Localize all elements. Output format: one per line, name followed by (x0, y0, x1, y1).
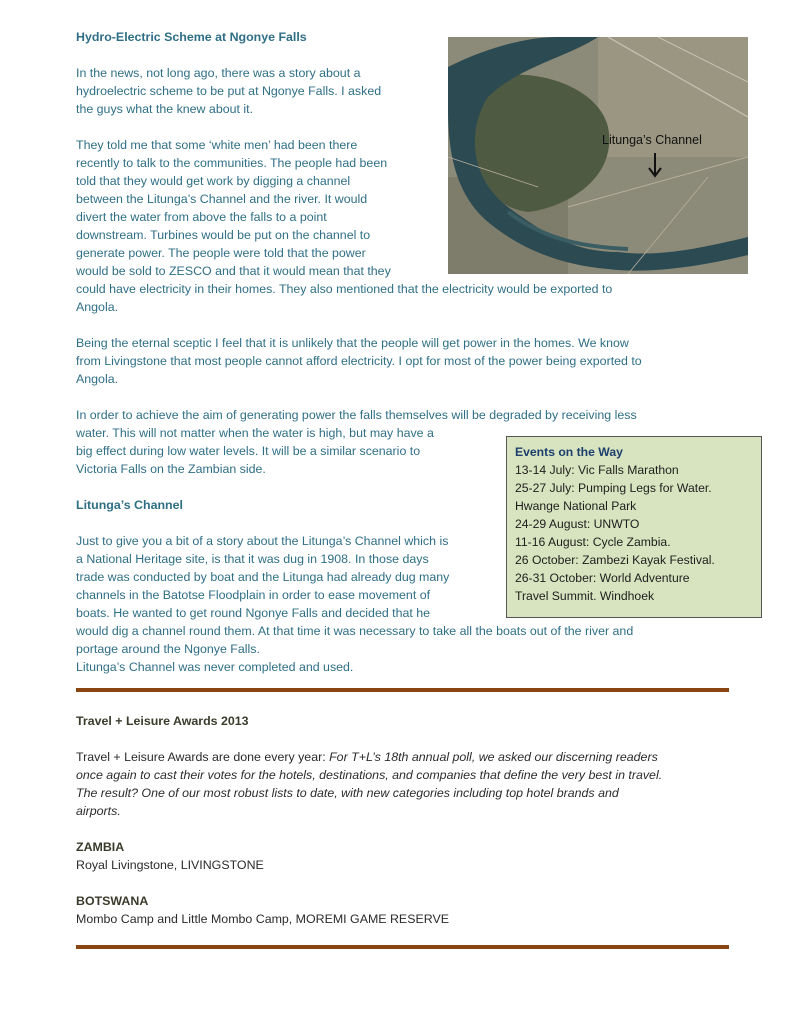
satellite-map-image (448, 37, 748, 274)
country-heading: ZAMBIA (76, 840, 125, 854)
text-line: In the news, not long ago, there was a story about a (76, 66, 361, 80)
country-heading: BOTSWANA (76, 894, 149, 908)
text-line: divert the water from above the falls to a point (76, 210, 327, 224)
text-line: Litunga’s Channel was never completed and used. (76, 660, 354, 674)
text-line: water. This will not matter when the water is high, but may have a (76, 426, 434, 440)
text-line: downstream. Turbines would be put on the channel to (76, 228, 371, 242)
event-item: 26 October: Zambezi Kayak Festival. (515, 553, 715, 567)
intro-plain: Travel + Leisure Awards are done every year: (76, 750, 330, 764)
text-line: a National Heritage site, is that it was dug in 1908. In those days (76, 552, 429, 566)
events-title: Events on the Way (515, 445, 623, 459)
text-line: would dig a channel round them. At that time it was necessary to take all the boats out of the river and (76, 624, 634, 638)
text-line: Being the eternal sceptic I feel that it is unlikely that the people will get power in the homes. We know (76, 336, 629, 350)
section-divider (76, 945, 729, 949)
text-line: big effect during low water levels. It will be a similar scenario to (76, 444, 421, 458)
photo-label: Litunga’s Channel (602, 133, 702, 147)
award-entry: Mombo Camp and Little Mombo Camp, MOREMI GAME RESERVE (76, 912, 449, 926)
text-line: boats. He wanted to get round Ngonye Falls and decided that he (76, 606, 431, 620)
text-line (76, 748, 658, 766)
text-line: channels in the Batotse Floodplain in order to ease movement of (76, 588, 431, 602)
awards-title: Travel + Leisure Awards 2013 (76, 714, 249, 728)
text-line: the guys what the knew about it. (76, 102, 254, 116)
text-line: In order to achieve the aim of generating power the falls themselves will be degraded by receiving less (76, 408, 637, 422)
text-line: airports. (76, 804, 121, 818)
text-line: Angola. (76, 300, 119, 314)
text-line: between the Litunga’s Channel and the river. It would (76, 192, 368, 206)
text-line: They told me that some ‘white men’ had been there (76, 138, 358, 152)
text-line: The result? One of our most robust lists to date, with new categories including top hotel brands and (76, 786, 619, 800)
event-item: 24-29 August: UNWTO (515, 517, 640, 531)
text-line: from Livingstone that most people cannot afford electricity. I opt for most of the power being exported to (76, 354, 642, 368)
section-divider (76, 688, 729, 692)
text-line: trade was conducted by boat and the Litunga had already dug many (76, 570, 450, 584)
event-item: 25-27 July: Pumping Legs for Water. (515, 481, 712, 495)
text-line: recently to talk to the communities. The people had been (76, 156, 388, 170)
award-entry: Royal Livingstone, LIVINGSTONE (76, 858, 264, 872)
intro-italic: For T+L’s 18th annual poll, we asked our discerning readers (329, 750, 658, 764)
event-item: 26-31 October: World Adventure (515, 571, 690, 585)
text-line: would be sold to ZESCO and that it would mean that they (76, 264, 391, 278)
text-line: generate power. The people were told that the power (76, 246, 366, 260)
down-arrow-icon (648, 153, 662, 179)
text-line: Just to give you a bit of a story about the Litunga’s Channel which is (76, 534, 449, 548)
text-line: Victoria Falls on the Zambian side. (76, 462, 266, 476)
event-item: 13-14 July: Vic Falls Marathon (515, 463, 679, 477)
text-line: once again to cast their votes for the hotels, destinations, and companies that define the very best in travel. (76, 768, 663, 782)
article-title-litunga: Litunga’s Channel (76, 498, 183, 512)
text-line: Angola. (76, 372, 119, 386)
event-item: 11-16 August: Cycle Zambia. (515, 535, 671, 549)
text-line: told that they would get work by digging a channel (76, 174, 351, 188)
satellite-photo (448, 37, 748, 274)
events-box (506, 436, 762, 618)
event-item: Travel Summit. Windhoek (515, 589, 655, 603)
text-line: portage around the Ngonye Falls. (76, 642, 260, 656)
text-line: could have electricity in their homes. They also mentioned that the electricity would be exported to (76, 282, 613, 296)
text-line: hydroelectric scheme to be put at Ngonye Falls. I asked (76, 84, 382, 98)
article-title-hydro: Hydro-Electric Scheme at Ngonye Falls (76, 30, 307, 44)
event-item: Hwange National Park (515, 499, 637, 513)
